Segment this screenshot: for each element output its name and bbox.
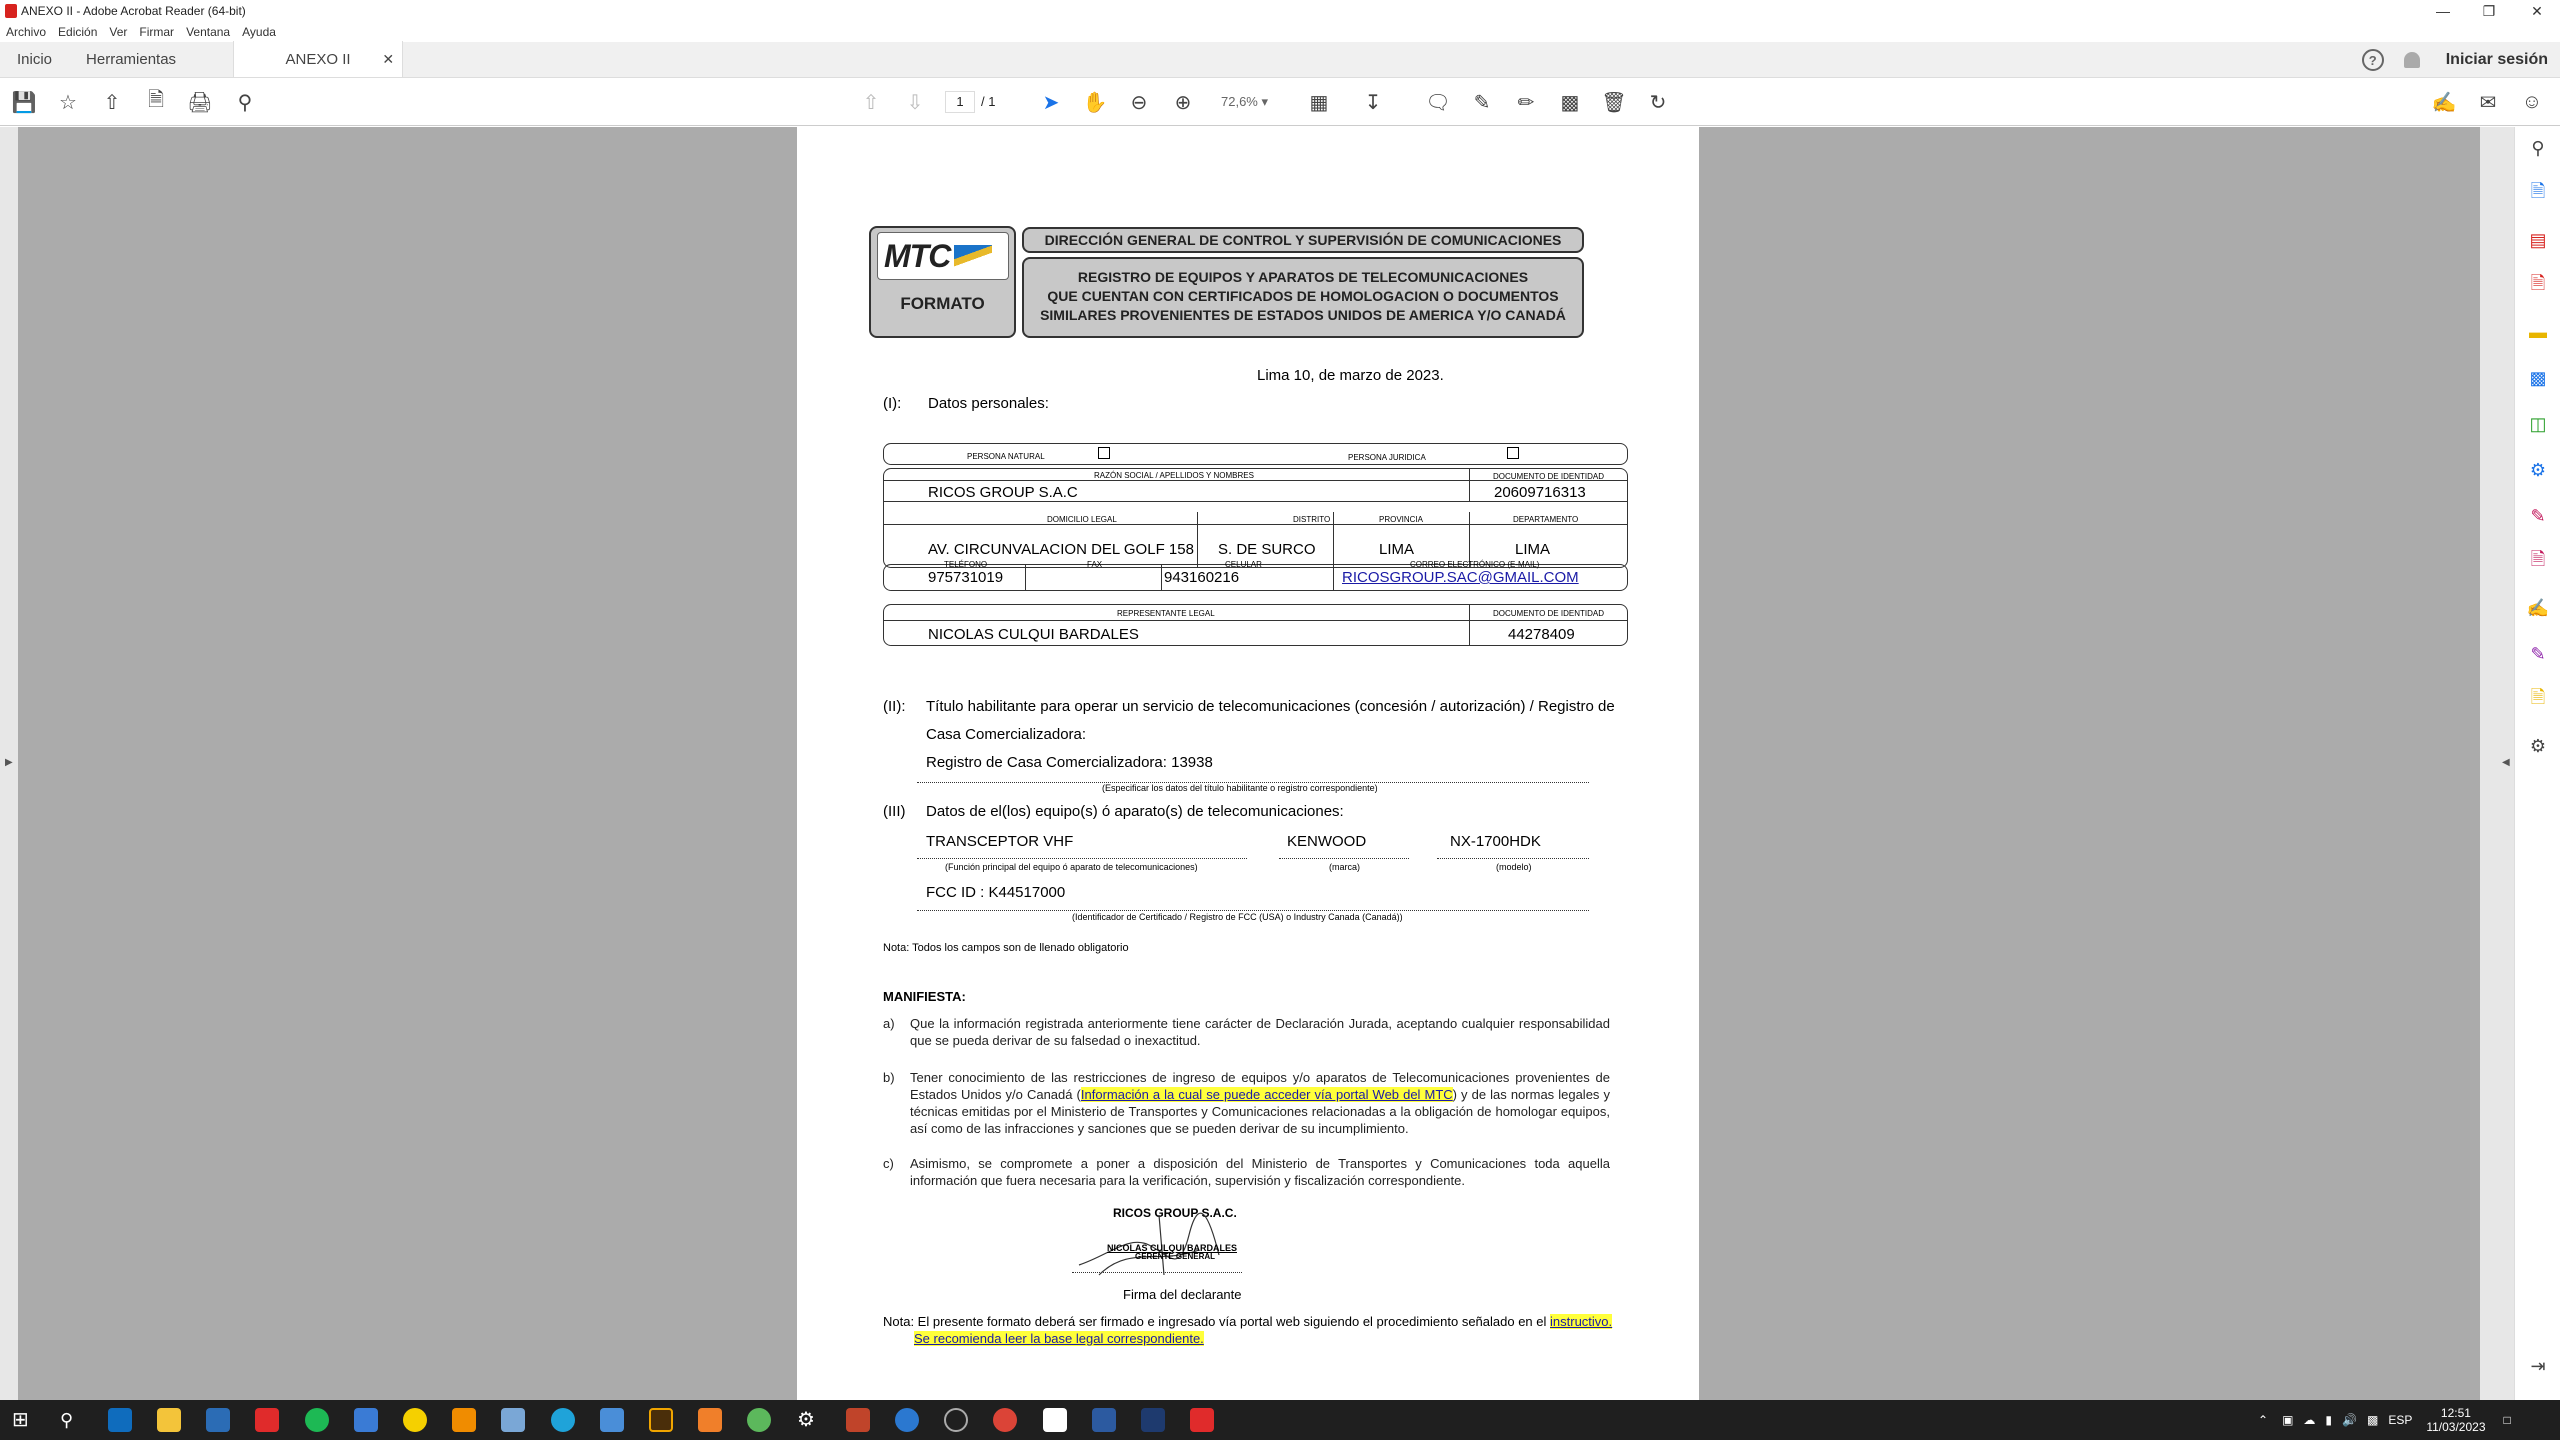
formato-label: FORMATO — [900, 294, 985, 313]
modelo-value: NX-1700HDK — [1450, 833, 1541, 850]
select-cursor-icon[interactable]: ➤ — [1042, 91, 1060, 114]
rep-label: REPRESENTANTE LEGAL — [1117, 609, 1215, 618]
section1-title: Datos personales: — [928, 395, 1049, 412]
scan-icon[interactable]: ⚙ — [2529, 459, 2547, 480]
delete-icon[interactable]: 🗑 — [1601, 91, 1627, 114]
instructivo-link[interactable]: instructivo. — [1550, 1314, 1613, 1329]
subtitle-line2: QUE CUENTAN CON CERTIFICADOS DE HOMOLOGACION O DOCUMENTOS — [1047, 288, 1559, 304]
prepare-form-icon[interactable]: 🗎 — [2530, 687, 2546, 707]
section2-value: Registro de Casa Comercializadora: 13938 — [926, 754, 1213, 771]
fill-sign-icon[interactable]: ✎ — [2530, 505, 2546, 526]
close-tab-icon[interactable]: ✕ — [382, 51, 395, 67]
store-icon[interactable] — [206, 1408, 230, 1432]
request-sign-icon[interactable]: 🗎 — [2530, 549, 2546, 569]
marca-value: KENWOOD — [1287, 833, 1367, 850]
bridge-icon[interactable] — [649, 1408, 673, 1432]
app-icon[interactable] — [600, 1408, 624, 1432]
header-subtitle — [1022, 257, 1584, 338]
hand-tool-icon[interactable]: ✋ — [1082, 91, 1108, 114]
subtitle-line3: SIMILARES PROVENIENTES DE ESTADOS UNIDOS DE AMERICA Y/O CANADÁ — [1040, 307, 1566, 323]
section3-title: Datos de el(los) equipo(s) ó aparato(s) de telecomunicaciones: — [926, 803, 1344, 820]
rep-doc-label: DOCUMENTO DE IDENTIDAD — [1493, 609, 1604, 618]
final-note-text: Nota: El presente formato deberá ser firmado e ingresado vía portal web siguiendo el procedimiento señalado en el — [883, 1314, 1551, 1329]
clock-time: 12:51 — [2440, 1406, 2471, 1420]
divider — [883, 501, 1628, 502]
acrobat-active-icon[interactable] — [1190, 1408, 1214, 1432]
page-fit-icon[interactable]: ▦ — [1309, 91, 1329, 114]
file-explorer-icon[interactable] — [157, 1408, 181, 1432]
document-icon[interactable]: 🗎 — [147, 89, 165, 111]
logo-text: MTC — [884, 237, 951, 274]
divider — [883, 620, 1628, 621]
persona-juridica-label: PERSONA JURIDICA — [1348, 453, 1426, 462]
signature-company: RICOS GROUP S.A.C. — [1113, 1206, 1237, 1220]
app-icon[interactable] — [698, 1408, 722, 1432]
tab-document[interactable] — [233, 41, 403, 77]
close-button[interactable]: ✕ — [2531, 2, 2543, 19]
marca-label: (marca) — [1329, 862, 1360, 872]
section2-text: Título habilitante para operar un servicio de telecomunicaciones (concesión / autorización) / Registro de — [926, 698, 1615, 715]
item-b-pre: Tener conocimiento de las restricciones de ingreso de equipos y/o aparatos de Telecomunicaciones provenientes de Estados Unidos y/o Canadá ( — [910, 1070, 1610, 1102]
persona-juridica-checkbox[interactable] — [1507, 447, 1519, 459]
section1-number: (I): — [883, 395, 902, 412]
zoom-value: 72,6% — [1221, 94, 1258, 109]
app-icon[interactable] — [1043, 1408, 1067, 1432]
razon-label: RAZÓN SOCIAL / APELLIDOS Y NOMBRES — [1094, 471, 1254, 480]
manifiesta-title: MANIFIESTA: — [883, 989, 966, 1004]
dotted-line — [917, 910, 1589, 911]
header-right — [2362, 42, 2560, 78]
chrome-icon[interactable] — [993, 1408, 1017, 1432]
certificate-icon[interactable]: ✎ — [2530, 643, 2546, 664]
taskbar — [0, 1400, 2560, 1440]
menu-firmar[interactable]: Firmar — [139, 25, 175, 39]
fax-label: FAX — [1087, 560, 1103, 569]
page-total: / 1 — [981, 94, 996, 109]
signin-link[interactable]: Iniciar sesión — [2445, 51, 2548, 68]
rotate-icon[interactable]: ↻ — [1649, 91, 1667, 114]
departamento-label: DEPARTAMENTO — [1513, 515, 1579, 524]
rep-value: NICOLAS CULQUI BARDALES — [928, 626, 1139, 643]
right-panel-toggle[interactable]: ◀ — [2480, 127, 2514, 1400]
final-note — [883, 1314, 1643, 1329]
language-indicator[interactable]: ESP — [2388, 1413, 2413, 1427]
upload-cloud-icon[interactable]: ⇧ — [103, 91, 121, 114]
subtitle-line1: REGISTRO DE EQUIPOS Y APARATOS DE TELECOMUNICACIONES — [1077, 269, 1529, 285]
print-icon[interactable]: 🖨 — [187, 91, 213, 114]
network-icon[interactable]: ▩ — [2366, 1413, 2379, 1427]
app-icon[interactable] — [1141, 1408, 1165, 1432]
tray-chevron-icon[interactable]: ⌃ — [2258, 1413, 2269, 1427]
divider — [1469, 468, 1470, 501]
tab-document-label: ANEXO II — [285, 50, 351, 68]
logo-box — [869, 226, 1016, 338]
signature-title: GERENTE GENERAL — [1135, 1252, 1216, 1261]
divider — [1333, 512, 1334, 568]
section2-note: (Especificar los datos del título habilitante o registro correspondiente) — [1102, 783, 1378, 793]
divider — [883, 524, 1628, 525]
title-bar — [0, 0, 2560, 22]
doc-label: DOCUMENTO DE IDENTIDAD — [1493, 472, 1604, 481]
menu-bar — [0, 22, 2560, 42]
divider — [1333, 564, 1334, 591]
persona-natural-checkbox[interactable] — [1098, 447, 1110, 459]
zoom-tool-icon[interactable]: ⚲ — [2531, 137, 2545, 158]
app-icon[interactable] — [747, 1408, 771, 1432]
rep-doc-value: 44278409 — [1508, 626, 1575, 643]
distrito-label: DISTRITO — [1293, 515, 1331, 524]
menu-ver[interactable]: Ver — [109, 25, 128, 39]
app-icon[interactable] — [403, 1408, 427, 1432]
departamento-value: LIMA — [1515, 541, 1551, 558]
divider — [1197, 512, 1198, 568]
collapse-panel-icon[interactable]: ⇥ — [2530, 1355, 2546, 1376]
telefono-value: 975731019 — [928, 569, 1004, 586]
next-page-icon[interactable]: ⇩ — [906, 91, 924, 114]
stamp-icon[interactable]: ▩ — [1560, 91, 1580, 114]
page-number-input[interactable]: 1 — [945, 91, 975, 113]
help-icon[interactable]: ? — [2362, 49, 2384, 71]
item-c-text: Asimismo, se compromete a poner a disposición del Ministerio de Transportes y Comunicaciones toda aquella información que fuera necesaria para la verificación, supervisión y fiscalización correspondiente. — [910, 1156, 1610, 1188]
note-mandatory: Nota: Todos los campos son de llenado obligatorio — [883, 942, 1129, 954]
section2-text2: Casa Comercializadora: — [926, 726, 1087, 743]
comment-tool-icon[interactable]: ▬ — [2529, 321, 2547, 342]
menu-edicion[interactable]: Edición — [58, 25, 98, 39]
windows-start-icon[interactable]: ⊞ — [12, 1409, 29, 1431]
menu-ayuda[interactable]: Ayuda — [242, 25, 276, 39]
restore-button[interactable]: ❐ — [2482, 2, 2496, 19]
tools-sidebar — [2514, 127, 2560, 1400]
logo-wave-icon — [954, 245, 992, 267]
domicilio-label: DOMICILIO LEGAL — [1047, 515, 1117, 524]
menu-archivo[interactable]: Archivo — [6, 25, 47, 39]
search-zoom-icon[interactable]: ⚲ — [237, 91, 253, 114]
telefono-label: TELÉFONO — [944, 560, 988, 569]
system-tray — [2258, 1400, 2511, 1440]
item-a-text: Que la información registrada anteriormente tiene carácter de Declaración Jurada, aceptando cualquier responsabilidad que se pueda derivar de su falsedad o inexactitud. — [910, 1016, 1610, 1048]
razon-value: RICOS GROUP S.A.C — [928, 484, 1078, 501]
clock[interactable] — [2426, 1406, 2485, 1434]
section2-number: (II): — [883, 698, 906, 715]
dotted-line — [917, 858, 1247, 859]
app-icon[interactable] — [846, 1408, 870, 1432]
base-legal-link[interactable]: Se recomienda leer la base legal correspondiente. — [914, 1331, 1204, 1346]
menu-ventana[interactable]: Ventana — [186, 25, 231, 39]
settings-icon[interactable]: ⚙ — [797, 1409, 815, 1431]
modelo-label: (modelo) — [1496, 862, 1532, 872]
doc-number-value: 20609716313 — [1494, 484, 1586, 501]
divider — [1025, 564, 1026, 591]
distrito-value: S. DE SURCO — [1218, 541, 1316, 558]
window-title: ANEXO II - Adobe Acrobat Reader (64-bit) — [21, 4, 246, 18]
acrobat-taskbar-icon[interactable] — [255, 1408, 279, 1432]
persona-natural-label: PERSONA NATURAL — [967, 452, 1045, 461]
mail-app-icon[interactable] — [108, 1408, 132, 1432]
date-line: Lima 10, de marzo de 2023. — [1257, 367, 1444, 384]
combine-files-icon[interactable]: ▩ — [2529, 367, 2547, 388]
clock-date: 11/03/2023 — [2426, 1420, 2486, 1434]
item-c-label: c) — [883, 1156, 894, 1171]
export-pdf-icon[interactable]: 🗎 — [2530, 181, 2546, 201]
correo-link[interactable]: RICOSGROUP.SAC@GMAIL.COM — [1342, 569, 1579, 586]
edit-pdf-icon[interactable]: 🗎 — [2530, 273, 2546, 293]
item-b-text — [910, 1069, 1610, 1137]
app-icon[interactable] — [501, 1408, 525, 1432]
calculator-icon[interactable] — [354, 1408, 378, 1432]
section3-number: (III) — [883, 803, 906, 820]
zoom-select[interactable]: 72,6% ▾ — [1221, 94, 1269, 109]
volume-icon[interactable]: 🔊 — [2342, 1413, 2357, 1427]
celular-label: CELULAR — [1225, 560, 1262, 569]
divider — [883, 480, 1628, 481]
item-b-label: b) — [883, 1070, 895, 1085]
signature-line — [1072, 1272, 1242, 1273]
more-tools-icon[interactable]: ⚙ — [2529, 735, 2547, 756]
spotify-icon[interactable] — [305, 1408, 329, 1432]
dotted-line — [1279, 858, 1409, 859]
equipo-value: TRANSCEPTOR VHF — [926, 833, 1074, 850]
correo-label: CORREO ELECTRÓNICO (E-MAIL) — [1410, 560, 1540, 569]
provincia-value: LIMA — [1379, 541, 1415, 558]
signature-name: NICOLAS CULQUI BARDALES — [1107, 1243, 1237, 1253]
scroll-mode-icon[interactable]: ↧ — [1364, 91, 1382, 114]
app-icon[interactable] — [895, 1408, 919, 1432]
provincia-label: PROVINCIA — [1379, 515, 1424, 524]
divider — [1161, 564, 1162, 591]
tray-icon[interactable]: ▣ — [2282, 1413, 2294, 1427]
save-icon[interactable]: 💾 — [11, 91, 37, 114]
pdf-page — [797, 127, 1699, 1400]
usb-icon[interactable]: ▮ — [2325, 1413, 2333, 1427]
funcion-label: (Función principal del equipo ó aparato de telecomunicaciones) — [945, 862, 1198, 872]
notification-bell-icon[interactable] — [2404, 52, 2420, 68]
protect-icon[interactable]: ✍ — [2526, 597, 2550, 618]
vlc-icon[interactable] — [452, 1408, 476, 1432]
app-icon[interactable] — [944, 1408, 968, 1432]
cloud-icon[interactable]: ☁ — [2303, 1413, 2316, 1427]
edge-icon[interactable] — [551, 1408, 575, 1432]
mtc-portal-link[interactable]: Información a la cual se puede acceder vía portal Web del MTC — [1080, 1087, 1453, 1102]
create-pdf-icon[interactable]: ▤ — [2529, 229, 2547, 250]
sign-icon[interactable]: ✍ — [2431, 91, 2457, 114]
fcc-label: (Identificador de Certificado / Registro de FCC (USA) o Industry Canada (Canadá)) — [1072, 912, 1403, 922]
tab-herramientas[interactable]: Herramientas — [86, 50, 177, 68]
prev-page-icon[interactable]: ⇧ — [862, 91, 880, 114]
organize-pages-icon[interactable]: ◫ — [2529, 413, 2547, 434]
search-icon[interactable]: ⚲ — [60, 1410, 74, 1430]
comment-icon[interactable]: 🗨 — [1425, 91, 1451, 114]
mtc-logo — [877, 232, 1009, 280]
acrobat-icon — [5, 4, 17, 18]
dotted-line — [1437, 858, 1589, 859]
zoom-in-icon[interactable]: ⊕ — [1174, 91, 1192, 114]
item-a-label: a) — [883, 1016, 895, 1031]
header-title: DIRECCIÓN GENERAL DE CONTROL Y SUPERVISIÓN DE COMUNICACIONES — [1022, 227, 1584, 253]
share-user-icon[interactable]: ☺ — [2521, 90, 2543, 113]
zoom-out-icon[interactable]: ⊖ — [1130, 91, 1148, 114]
signature-label: Firma del declarante — [1123, 1287, 1242, 1302]
email-icon[interactable]: ✉ — [2479, 91, 2497, 114]
minimize-button[interactable]: — — [2436, 3, 2450, 19]
highlight-pen-icon[interactable]: ✎ — [1473, 91, 1491, 114]
domicilio-value: AV. CIRCUNVALACION DEL GOLF 158 — [928, 541, 1194, 558]
fcc-value: FCC ID : K44517000 — [926, 884, 1066, 901]
app-icon[interactable] — [1092, 1408, 1116, 1432]
item-b-post: ) y de las normas legales y técnicas emitidas por el Ministerio de Transportes y Comunicaciones relacionadas a la obligación de homologar equipos, así como de las infracciones y sanciones que se pueden derivar de su incumplimiento. — [910, 1087, 1610, 1136]
celular-value: 943160216 — [1164, 569, 1240, 586]
tab-bar — [0, 42, 2560, 78]
toolbar — [0, 78, 2560, 126]
divider — [1469, 604, 1470, 646]
notifications-icon[interactable]: □ — [2503, 1413, 2511, 1427]
bookmark-star-icon[interactable]: ☆ — [59, 91, 77, 114]
left-panel-toggle[interactable]: ▶ — [0, 127, 18, 1400]
draw-icon[interactable]: ✏ — [1517, 91, 1535, 114]
tab-inicio[interactable]: Inicio — [17, 50, 53, 68]
